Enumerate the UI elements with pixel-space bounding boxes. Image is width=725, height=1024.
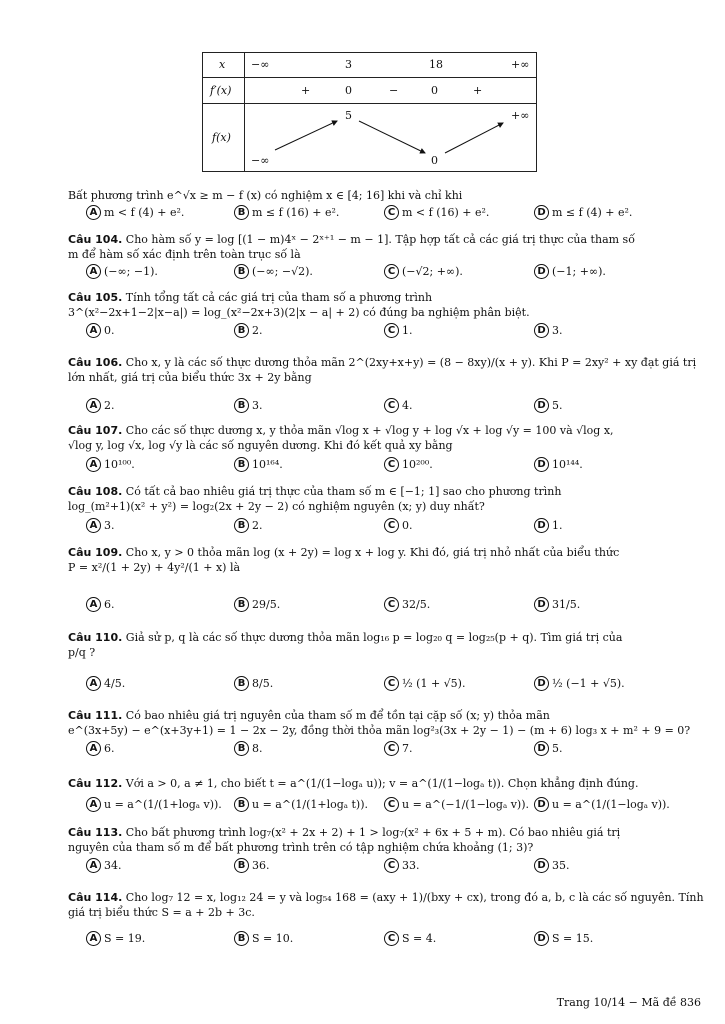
option-text: 3.	[252, 399, 263, 412]
question-options	[86, 597, 686, 615]
option-c[interactable]	[384, 797, 529, 812]
option-b[interactable]	[234, 931, 293, 946]
intro-text: Bất phương trình e^√x ≥ m − f (x) có nghiệm x ∈ [4; 16] khi và chỉ khi	[68, 189, 463, 202]
question-text: Cho hàm số y = log [(1 − m)4ˣ − 2ˣ⁺¹ − m − 1]. Tập hợp tất cả các giá trị thực của tham số	[125, 233, 635, 246]
question-label: Câu 104.	[68, 233, 123, 246]
option-text: 31/5.	[552, 598, 581, 611]
option-letter: A	[86, 398, 101, 413]
option-letter: A	[86, 323, 101, 338]
option-text: 8.	[252, 742, 263, 755]
question	[68, 776, 678, 791]
option-letter: C	[384, 518, 399, 533]
question-options	[86, 931, 686, 949]
option-text: 8/5.	[252, 677, 274, 690]
fprime-sign: +	[473, 84, 483, 97]
question	[68, 232, 678, 262]
option-letter: D	[534, 676, 549, 691]
option-a[interactable]	[86, 931, 145, 946]
option-letter: B	[234, 676, 249, 691]
question-text-line	[68, 232, 678, 247]
option-text: 29/5.	[252, 598, 281, 611]
option-b[interactable]	[234, 741, 263, 756]
option-b[interactable]	[234, 518, 263, 533]
option-text: 3.	[552, 324, 563, 337]
question-label: Câu 108.	[68, 485, 123, 498]
option-text: (−1; +∞).	[552, 265, 606, 278]
increasing-arrow	[275, 121, 337, 150]
question-text-line	[68, 840, 678, 855]
question-text-line	[68, 355, 697, 370]
question-text: e^(3x+5y) − e^(x+3y+1) = 1 − 2x − 2y, đồng thời thỏa mãn log²₃(3x + 2y − 1) − (m + 6) log₃ x + m² + 9 = 0?	[68, 724, 691, 737]
option-text: m ≤ f (16) + e².	[252, 206, 340, 219]
question-options	[86, 457, 686, 475]
option-text: 5.	[552, 742, 563, 755]
option-b[interactable]	[234, 797, 368, 812]
option-text: m < f (4) + e².	[104, 206, 185, 219]
option-text: 36.	[252, 859, 270, 872]
question-text: P = x²/(1 + 2y) + 4y²/(1 + x) là	[68, 561, 241, 574]
option-c[interactable]	[384, 597, 430, 612]
fprime-sign: −	[389, 84, 399, 97]
option-text: 35.	[552, 859, 570, 872]
option-text: m ≤ f (4) + e².	[552, 206, 633, 219]
option-text: 4/5.	[104, 677, 126, 690]
option-a[interactable]	[86, 741, 115, 756]
option-text: 10²⁰⁰.	[402, 458, 433, 471]
option-a[interactable]	[86, 398, 115, 413]
option-text: ½ (1 + √5).	[402, 677, 466, 690]
option-letter: A	[86, 264, 101, 279]
option-text: 32/5.	[402, 598, 431, 611]
option-letter: B	[234, 457, 249, 472]
option-letter: D	[534, 797, 549, 812]
option-letter: D	[534, 597, 549, 612]
option-letter: C	[384, 398, 399, 413]
option-c[interactable]	[384, 931, 436, 946]
f-end-value: +∞	[511, 109, 530, 122]
decreasing-arrow	[359, 121, 425, 153]
option-letter: A	[86, 931, 101, 946]
option-c[interactable]	[384, 676, 465, 691]
question-text: Giả sử p, q là các số thực dương thỏa mãn log₁₆ p = log₂₀ q = log₂₅(p + q). Tìm giá trị của	[125, 631, 623, 644]
question-text: Có bao nhiêu giá trị nguyên của tham số m để tồn tại cặp số (x; y) thỏa mãn	[125, 709, 550, 722]
question-options	[86, 741, 686, 759]
option-a[interactable]	[86, 518, 115, 533]
option-text: 5.	[552, 399, 563, 412]
intro-options	[86, 205, 686, 223]
f-max-value: 5	[345, 109, 352, 122]
option-c[interactable]	[384, 205, 489, 220]
option-text: 34.	[104, 859, 122, 872]
option-text: u = a^(1/(1+logₐ t)).	[252, 798, 368, 811]
option-letter: A	[86, 205, 101, 220]
question-label: Câu 105.	[68, 291, 123, 304]
option-c[interactable]	[384, 264, 463, 279]
option-text: (−∞; −1).	[104, 265, 158, 278]
option-text: ½ (−1 + √5).	[552, 677, 625, 690]
question-label: Câu 111.	[68, 709, 123, 722]
option-text: 10¹⁰⁰.	[104, 458, 135, 471]
question-text-line	[68, 499, 678, 514]
question-text: √log y, log √x, log √y là các số nguyên dương. Khi đó kết quả xy bằng	[68, 439, 453, 452]
fprime-sign: 0	[431, 84, 438, 97]
option-letter: C	[384, 931, 399, 946]
option-text: u = a^(−1/(1−logₐ v)).	[402, 798, 530, 811]
option-text: 3.	[104, 519, 115, 532]
option-a[interactable]	[86, 676, 125, 691]
x-value: 3	[345, 58, 352, 71]
question-label: Câu 107.	[68, 424, 123, 437]
option-a[interactable]	[86, 858, 122, 873]
option-c[interactable]	[384, 457, 433, 472]
option-text: 10¹⁶⁴.	[252, 458, 283, 471]
question-text-line	[68, 825, 678, 840]
option-text: 10¹⁴⁴.	[552, 458, 583, 471]
option-letter: B	[234, 323, 249, 338]
f-start-value: −∞	[251, 154, 270, 167]
option-a[interactable]	[86, 323, 115, 338]
question-label: Câu 109.	[68, 546, 123, 559]
option-d[interactable]	[534, 518, 563, 533]
option-letter: C	[384, 264, 399, 279]
question-text-line	[68, 708, 678, 723]
option-c[interactable]	[384, 323, 413, 338]
question-text: Cho x, y là các số thực dương thỏa mãn 2^(2xy+x+y) = (8 − 8xy)/(x + y). Khi P = 2xy² + xy đạt giá trị	[125, 356, 697, 369]
option-text: u = a^(1/(1−logₐ v)).	[552, 798, 670, 811]
option-d[interactable]	[534, 398, 563, 413]
option-text: 33.	[402, 859, 420, 872]
option-text: 2.	[104, 399, 115, 412]
question-text: log_(m²+1)(x² + y²) = log₂(2x + 2y − 2) có nghiệm nguyên (x; y) duy nhất?	[68, 500, 485, 513]
option-b[interactable]	[234, 323, 263, 338]
option-text: 0.	[104, 324, 115, 337]
option-letter: B	[234, 398, 249, 413]
option-letter: C	[384, 676, 399, 691]
option-text: (−√2; +∞).	[402, 265, 463, 278]
option-letter: D	[534, 858, 549, 873]
option-a[interactable]	[86, 457, 135, 472]
question-text: giá trị biểu thức S = a + 2b + 3c.	[68, 906, 255, 919]
option-text: (−∞; −√2).	[252, 265, 313, 278]
question-text-line	[68, 776, 678, 791]
option-b[interactable]	[234, 676, 273, 691]
option-a[interactable]	[86, 264, 158, 279]
option-letter: B	[234, 205, 249, 220]
option-c[interactable]	[384, 858, 420, 873]
option-letter: D	[534, 264, 549, 279]
variation-table	[202, 52, 537, 172]
question-text-line	[68, 905, 678, 920]
question	[68, 708, 691, 738]
option-a[interactable]	[86, 797, 222, 812]
option-b[interactable]	[234, 264, 313, 279]
question-text-line	[68, 370, 678, 385]
option-b[interactable]	[234, 597, 280, 612]
option-d[interactable]	[534, 931, 593, 946]
option-c[interactable]	[384, 398, 413, 413]
x-label: x	[219, 58, 226, 71]
option-letter: B	[234, 931, 249, 946]
question-label: Câu 106.	[68, 356, 123, 369]
option-d[interactable]	[534, 457, 583, 472]
option-letter: D	[534, 457, 549, 472]
question-text: nguyên của tham số m để bất phương trình trên có tập nghiệm chứa khoảng (1; 3)?	[68, 841, 534, 854]
option-letter: A	[86, 518, 101, 533]
question-options	[86, 858, 686, 876]
question-text: Có tất cả bao nhiêu giá trị thực của tham số m ∈ [−1; 1] sao cho phương trình	[125, 485, 562, 498]
option-d[interactable]	[534, 741, 563, 756]
option-letter: B	[234, 741, 249, 756]
option-text: 6.	[104, 598, 115, 611]
option-letter: B	[234, 518, 249, 533]
option-d[interactable]	[534, 797, 670, 812]
question-text: 3^(x²−2x+1−2|x−a|) = log_(x²−2x+3)(2|x − a| + 2) có đúng ba nghiệm phân biệt.	[68, 306, 530, 319]
question-options	[86, 264, 686, 282]
option-letter: A	[86, 457, 101, 472]
question	[68, 355, 697, 385]
option-text: 0.	[402, 519, 413, 532]
option-b[interactable]	[234, 858, 270, 873]
question-text: p/q ?	[68, 646, 96, 659]
question-text-line	[68, 560, 678, 575]
option-text: 6.	[104, 742, 115, 755]
question-label: Câu 110.	[68, 631, 123, 644]
question-text-line	[68, 484, 678, 499]
question-options	[86, 323, 686, 341]
option-text: 7.	[402, 742, 413, 755]
option-b[interactable]	[234, 398, 263, 413]
question-options	[86, 518, 686, 536]
question-text: Tính tổng tất cả các giá trị của tham số a phương trình	[125, 291, 433, 304]
question-text-line	[68, 890, 704, 905]
option-text: 4.	[402, 399, 413, 412]
option-letter: C	[384, 597, 399, 612]
increasing-arrow	[445, 123, 503, 153]
option-letter: A	[86, 797, 101, 812]
question-text-line	[68, 645, 678, 660]
option-text: 1.	[552, 519, 563, 532]
question	[68, 890, 704, 920]
question-text: Cho bất phương trình log₇(x² + 2x + 2) + 1 > log₇(x² + 6x + 5 + m). Có bao nhiêu giá trị	[125, 826, 621, 839]
option-letter: A	[86, 741, 101, 756]
option-b[interactable]	[234, 205, 339, 220]
option-letter: C	[384, 205, 399, 220]
page-footer: Trang 10/14 − Mã đề 836	[556, 996, 701, 1009]
option-letter: A	[86, 858, 101, 873]
question-text-line	[68, 545, 678, 560]
option-d[interactable]	[534, 264, 606, 279]
fprime-sign: 0	[345, 84, 352, 97]
question-text-line	[68, 423, 678, 438]
question-text-line	[68, 438, 678, 453]
option-letter: D	[534, 205, 549, 220]
question-text: Cho các số thực dương x, y thỏa mãn √log x + √log y + log √x + log √y = 100 và √log x,	[125, 424, 614, 437]
question-options	[86, 676, 686, 694]
question-text-line	[68, 723, 691, 738]
option-letter: D	[534, 741, 549, 756]
fprime-label: f′(x)	[210, 84, 232, 97]
question-text: lớn nhất, giá trị của biểu thức 3x + 2y bằng	[68, 371, 312, 384]
option-text: u = a^(1/(1+logₐ v)).	[104, 798, 222, 811]
f-label: f(x)	[212, 131, 231, 144]
question	[68, 825, 678, 855]
option-letter: C	[384, 741, 399, 756]
question	[68, 423, 678, 453]
question-text-line	[68, 305, 678, 320]
question	[68, 630, 678, 660]
option-letter: B	[234, 797, 249, 812]
option-b[interactable]	[234, 457, 283, 472]
option-letter: B	[234, 264, 249, 279]
option-text: m < f (16) + e².	[402, 206, 490, 219]
option-d[interactable]	[534, 323, 563, 338]
option-letter: C	[384, 797, 399, 812]
x-value: +∞	[511, 58, 530, 71]
question-options	[86, 797, 686, 815]
x-value: 18	[429, 58, 443, 71]
question-text: Cho x, y > 0 thỏa mãn log (x + 2y) = log x + log y. Khi đó, giá trị nhỏ nhất của biểu thức	[125, 546, 620, 559]
option-letter: B	[234, 858, 249, 873]
option-d[interactable]	[534, 858, 570, 873]
option-letter: A	[86, 597, 101, 612]
question-text: Với a > 0, a ≠ 1, cho biết t = a^(1/(1−logₐ u)); v = a^(1/(1−logₐ t)). Chọn khẳng định đúng.	[125, 777, 639, 790]
option-text: 2.	[252, 519, 263, 532]
option-letter: B	[234, 597, 249, 612]
question-label: Câu 114.	[68, 891, 123, 904]
option-letter: A	[86, 676, 101, 691]
question-text-line	[68, 290, 678, 305]
option-text: 2.	[252, 324, 263, 337]
option-c[interactable]	[384, 518, 413, 533]
option-letter: D	[534, 323, 549, 338]
option-d[interactable]	[534, 597, 580, 612]
option-d[interactable]	[534, 205, 632, 220]
option-a[interactable]	[86, 205, 184, 220]
option-a[interactable]	[86, 597, 115, 612]
fprime-sign: +	[301, 84, 311, 97]
question-text-line	[68, 247, 678, 262]
question	[68, 290, 678, 320]
option-text: S = 15.	[552, 932, 594, 945]
option-text: 1.	[402, 324, 413, 337]
question-text: Cho log₇ 12 = x, log₁₂ 24 = y và log₅₄ 168 = (axy + 1)/(bxy + cx), trong đó a, b, c là các số nguyên. Tính	[125, 891, 704, 904]
option-letter: C	[384, 457, 399, 472]
question	[68, 484, 678, 514]
option-letter: D	[534, 398, 549, 413]
option-d[interactable]	[534, 676, 625, 691]
option-letter: D	[534, 518, 549, 533]
option-text: S = 4.	[402, 932, 437, 945]
question-options	[86, 398, 686, 416]
option-c[interactable]	[384, 741, 413, 756]
f-min-value: 0	[431, 154, 438, 167]
question	[68, 545, 678, 575]
x-value: −∞	[251, 58, 270, 71]
question-text: m để hàm số xác định trên toàn trục số là	[68, 248, 301, 261]
option-text: S = 10.	[252, 932, 294, 945]
question-label: Câu 113.	[68, 826, 123, 839]
option-letter: C	[384, 323, 399, 338]
option-letter: C	[384, 858, 399, 873]
variation-arrows	[203, 53, 538, 173]
option-letter: D	[534, 931, 549, 946]
option-text: S = 19.	[104, 932, 146, 945]
question-text-line	[68, 630, 678, 645]
question-label: Câu 112.	[68, 777, 123, 790]
